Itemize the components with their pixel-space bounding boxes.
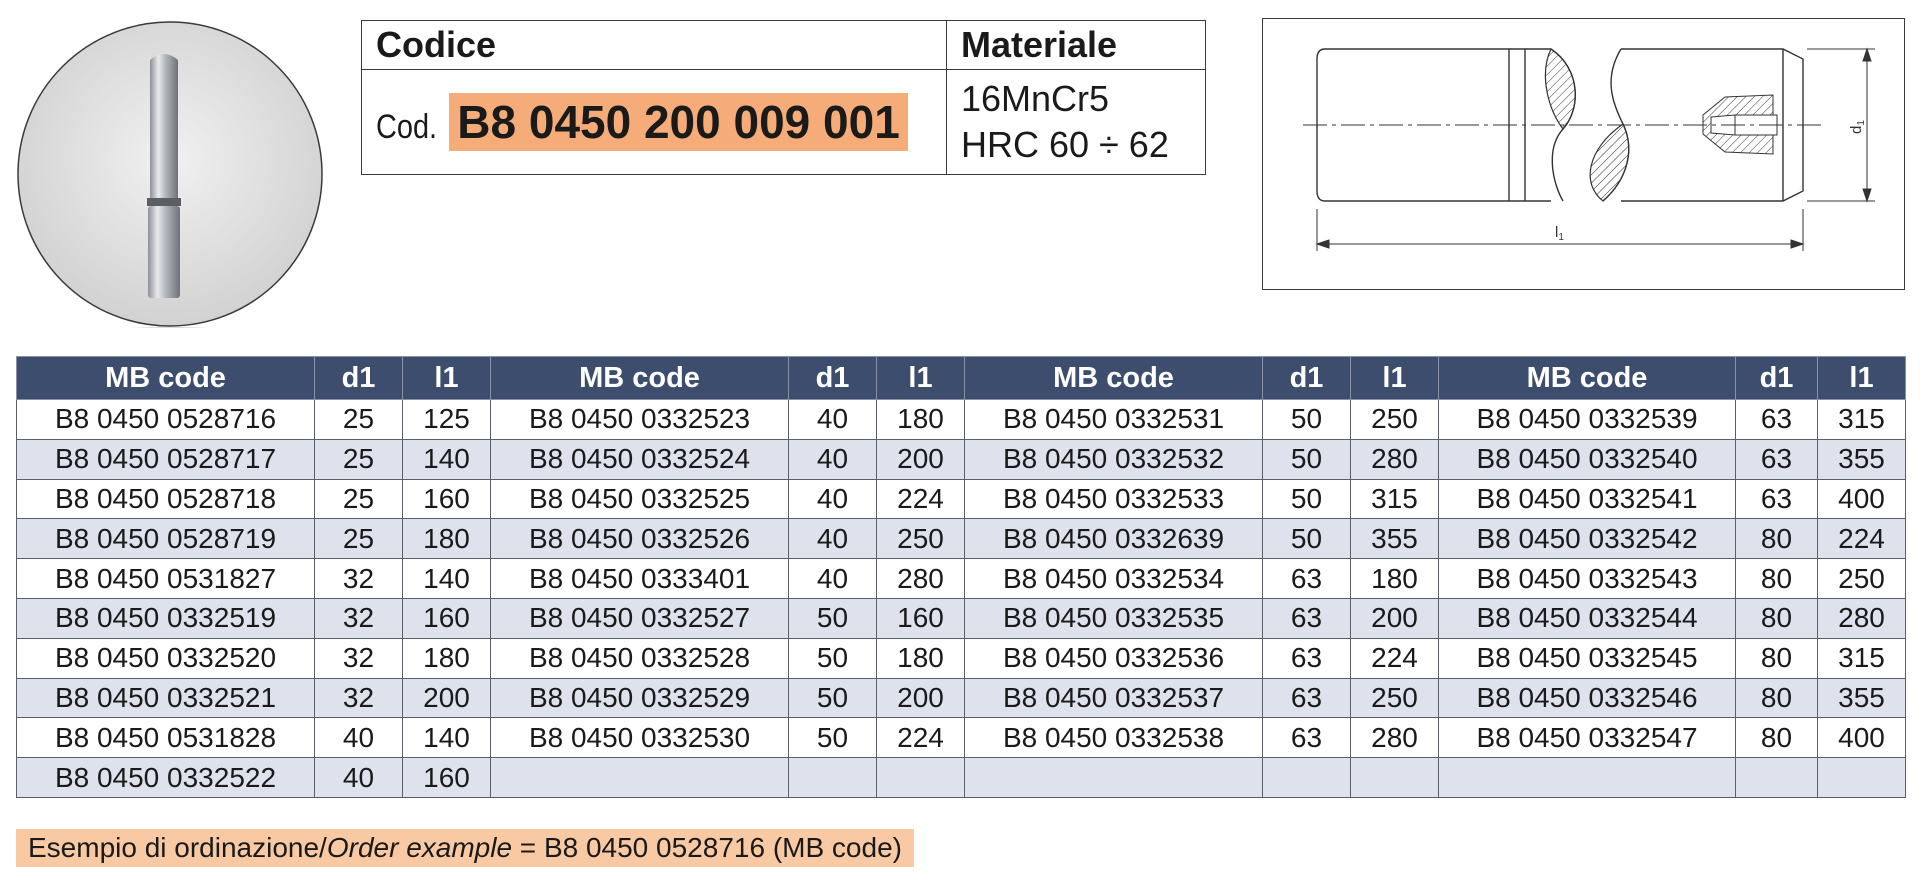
table-row	[17, 559, 1906, 599]
table-cell: 180	[403, 638, 491, 678]
table-header-row	[17, 357, 1906, 400]
table-cell: 50	[789, 718, 877, 758]
table-cell: 40	[789, 519, 877, 559]
table-cell	[1439, 758, 1736, 798]
table-cell: B8 0450 0332539	[1439, 400, 1736, 440]
table-cell: 400	[1818, 718, 1906, 758]
table-cell: B8 0450 0531828	[17, 718, 315, 758]
col-header: d1	[789, 357, 877, 400]
table-row	[17, 400, 1906, 440]
table-cell: 315	[1351, 479, 1439, 519]
col-header: l1	[1818, 357, 1906, 400]
table-cell: B8 0450 0332535	[965, 598, 1263, 638]
table-cell: 40	[789, 559, 877, 599]
table-cell: 40	[315, 758, 403, 798]
table-row	[17, 598, 1906, 638]
table-cell: 25	[315, 400, 403, 440]
material-name: 16MnCr5	[961, 78, 1110, 119]
table-cell: 280	[1818, 598, 1906, 638]
table-cell: B8 0450 0332519	[17, 598, 315, 638]
table-cell	[1736, 758, 1818, 798]
table-cell	[1351, 758, 1439, 798]
order-example-prefix: Esempio di ordinazione/	[28, 832, 327, 863]
table-cell: B8 0450 0332545	[1439, 638, 1736, 678]
table-cell: 40	[789, 479, 877, 519]
table-cell: B8 0450 0332531	[965, 400, 1263, 440]
table-cell: 280	[1351, 439, 1439, 479]
table-cell: 140	[403, 439, 491, 479]
table-cell	[1263, 758, 1351, 798]
table-cell: 80	[1736, 638, 1818, 678]
table-cell: 280	[877, 559, 965, 599]
col-header: d1	[315, 357, 403, 400]
table-cell: B8 0450 0332533	[965, 479, 1263, 519]
table-cell: 80	[1736, 678, 1818, 718]
table-cell: 125	[403, 400, 491, 440]
table-cell: 63	[1263, 559, 1351, 599]
table-cell: 355	[1818, 439, 1906, 479]
table-cell: 315	[1818, 400, 1906, 440]
table-cell: 250	[1351, 400, 1439, 440]
table-cell: 250	[1351, 678, 1439, 718]
table-cell: B8 0450 0332546	[1439, 678, 1736, 718]
table-cell: B8 0450 0332540	[1439, 439, 1736, 479]
svg-text:d1	[1848, 120, 1867, 134]
table-cell	[789, 758, 877, 798]
table-cell: B8 0450 0332526	[491, 519, 789, 559]
table-cell: 25	[315, 479, 403, 519]
order-example-suffix: = B8 0450 0528716 (MB code)	[512, 832, 902, 863]
table-cell: 40	[315, 718, 403, 758]
table-cell: 50	[1263, 439, 1351, 479]
col-header: MB code	[965, 357, 1263, 400]
table-row	[17, 718, 1906, 758]
material-header: Materiale	[947, 21, 1206, 70]
table-cell: 224	[877, 479, 965, 519]
table-cell: B8 0450 0332639	[965, 519, 1263, 559]
table-cell: B8 0450 0332528	[491, 638, 789, 678]
table-cell: 250	[877, 519, 965, 559]
table-cell: 180	[1351, 559, 1439, 599]
table-cell: 63	[1736, 439, 1818, 479]
d1-label: d	[1848, 125, 1865, 134]
table-cell	[491, 758, 789, 798]
table-row	[17, 758, 1906, 798]
code-header: Codice	[362, 21, 947, 70]
table-cell: B8 0450 0332530	[491, 718, 789, 758]
order-example-italic: Order example	[326, 832, 513, 863]
table-cell: B8 0450 0332543	[1439, 559, 1736, 599]
code-material-table	[361, 20, 1206, 175]
table-cell	[1818, 758, 1906, 798]
table-cell: 50	[1263, 479, 1351, 519]
table-cell: B8 0450 0332523	[491, 400, 789, 440]
product-code: B8 0450 200 009 001	[449, 93, 908, 151]
table-cell: 80	[1736, 718, 1818, 758]
table-cell: 25	[315, 439, 403, 479]
table-cell: B8 0450 0332547	[1439, 718, 1736, 758]
table-cell: 63	[1263, 598, 1351, 638]
col-header: MB code	[491, 357, 789, 400]
table-cell: B8 0450 0332522	[17, 758, 315, 798]
table-cell: 180	[403, 519, 491, 559]
table-cell: 315	[1818, 638, 1906, 678]
table-cell: 355	[1351, 519, 1439, 559]
order-example	[16, 829, 914, 867]
table-cell: B8 0450 0332541	[1439, 479, 1736, 519]
table-cell: 180	[877, 400, 965, 440]
table-cell: 32	[315, 598, 403, 638]
table-cell: 400	[1818, 479, 1906, 519]
table-cell: 180	[877, 638, 965, 678]
table-cell: 40	[789, 439, 877, 479]
table-cell: B8 0450 0332532	[965, 439, 1263, 479]
table-cell: 140	[403, 718, 491, 758]
table-cell: 80	[1736, 559, 1818, 599]
table-cell: 280	[1351, 718, 1439, 758]
table-cell	[965, 758, 1263, 798]
col-header: l1	[1351, 357, 1439, 400]
table-cell: B8 0450 0528718	[17, 479, 315, 519]
table-cell: 224	[877, 718, 965, 758]
l1-label-sub: 1	[1558, 232, 1564, 243]
product-table	[16, 356, 1906, 798]
table-cell: 355	[1818, 678, 1906, 718]
table-cell: B8 0450 0332542	[1439, 519, 1736, 559]
table-row	[17, 638, 1906, 678]
table-cell: 200	[403, 678, 491, 718]
table-cell: 32	[315, 678, 403, 718]
material-hardness: HRC 60 ÷ 62	[961, 124, 1169, 165]
table-cell: 50	[789, 638, 877, 678]
svg-text:l1	[1555, 224, 1564, 243]
code-prefix: Cod.	[376, 108, 438, 146]
table-row	[17, 678, 1906, 718]
table-cell: 63	[1263, 678, 1351, 718]
table-cell: 140	[403, 559, 491, 599]
table-cell: 224	[1818, 519, 1906, 559]
d1-label-sub: 1	[1856, 120, 1867, 126]
col-header: l1	[877, 357, 965, 400]
table-row	[17, 479, 1906, 519]
table-cell: 224	[1351, 638, 1439, 678]
table-cell: B8 0450 0333401	[491, 559, 789, 599]
table-row	[17, 439, 1906, 479]
table-cell: 32	[315, 638, 403, 678]
table-cell: 250	[1818, 559, 1906, 599]
table-cell: 160	[403, 479, 491, 519]
col-header: MB code	[17, 357, 315, 400]
product-photo	[16, 20, 324, 328]
table-cell: 40	[789, 400, 877, 440]
table-cell: 50	[789, 598, 877, 638]
table-cell: B8 0450 0332525	[491, 479, 789, 519]
table-cell: 63	[1736, 400, 1818, 440]
table-cell: 25	[315, 519, 403, 559]
table-cell: 200	[877, 678, 965, 718]
table-cell: 200	[1351, 598, 1439, 638]
table-cell: 160	[403, 598, 491, 638]
table-cell: B8 0450 0332524	[491, 439, 789, 479]
table-cell: B8 0450 0332544	[1439, 598, 1736, 638]
table-cell: 160	[877, 598, 965, 638]
table-row	[17, 519, 1906, 559]
table-cell: B8 0450 0332534	[965, 559, 1263, 599]
table-cell: 50	[1263, 519, 1351, 559]
table-cell	[877, 758, 965, 798]
table-cell: B8 0450 0528717	[17, 439, 315, 479]
table-cell: 50	[789, 678, 877, 718]
table-cell: B8 0450 0332520	[17, 638, 315, 678]
table-cell: B8 0450 0528716	[17, 400, 315, 440]
table-cell: 63	[1736, 479, 1818, 519]
table-cell: B8 0450 0332536	[965, 638, 1263, 678]
col-header: l1	[403, 357, 491, 400]
material-cell	[947, 70, 1206, 175]
code-cell	[362, 70, 947, 175]
table-cell: 50	[1263, 400, 1351, 440]
table-cell: 80	[1736, 519, 1818, 559]
col-header: d1	[1736, 357, 1818, 400]
table-cell: 200	[877, 439, 965, 479]
col-header: MB code	[1439, 357, 1736, 400]
table-cell: 160	[403, 758, 491, 798]
l1-label: l	[1555, 224, 1559, 241]
table-cell: B8 0450 0332529	[491, 678, 789, 718]
table-cell: 80	[1736, 598, 1818, 638]
table-cell: B8 0450 0332538	[965, 718, 1263, 758]
table-cell: B8 0450 0332521	[17, 678, 315, 718]
table-cell: 63	[1263, 638, 1351, 678]
table-cell: 63	[1263, 718, 1351, 758]
table-cell: B8 0450 0332537	[965, 678, 1263, 718]
technical-drawing	[1262, 18, 1905, 290]
table-cell: B8 0450 0531827	[17, 559, 315, 599]
table-cell: B8 0450 0332527	[491, 598, 789, 638]
col-header: d1	[1263, 357, 1351, 400]
table-cell: B8 0450 0528719	[17, 519, 315, 559]
table-cell: 32	[315, 559, 403, 599]
